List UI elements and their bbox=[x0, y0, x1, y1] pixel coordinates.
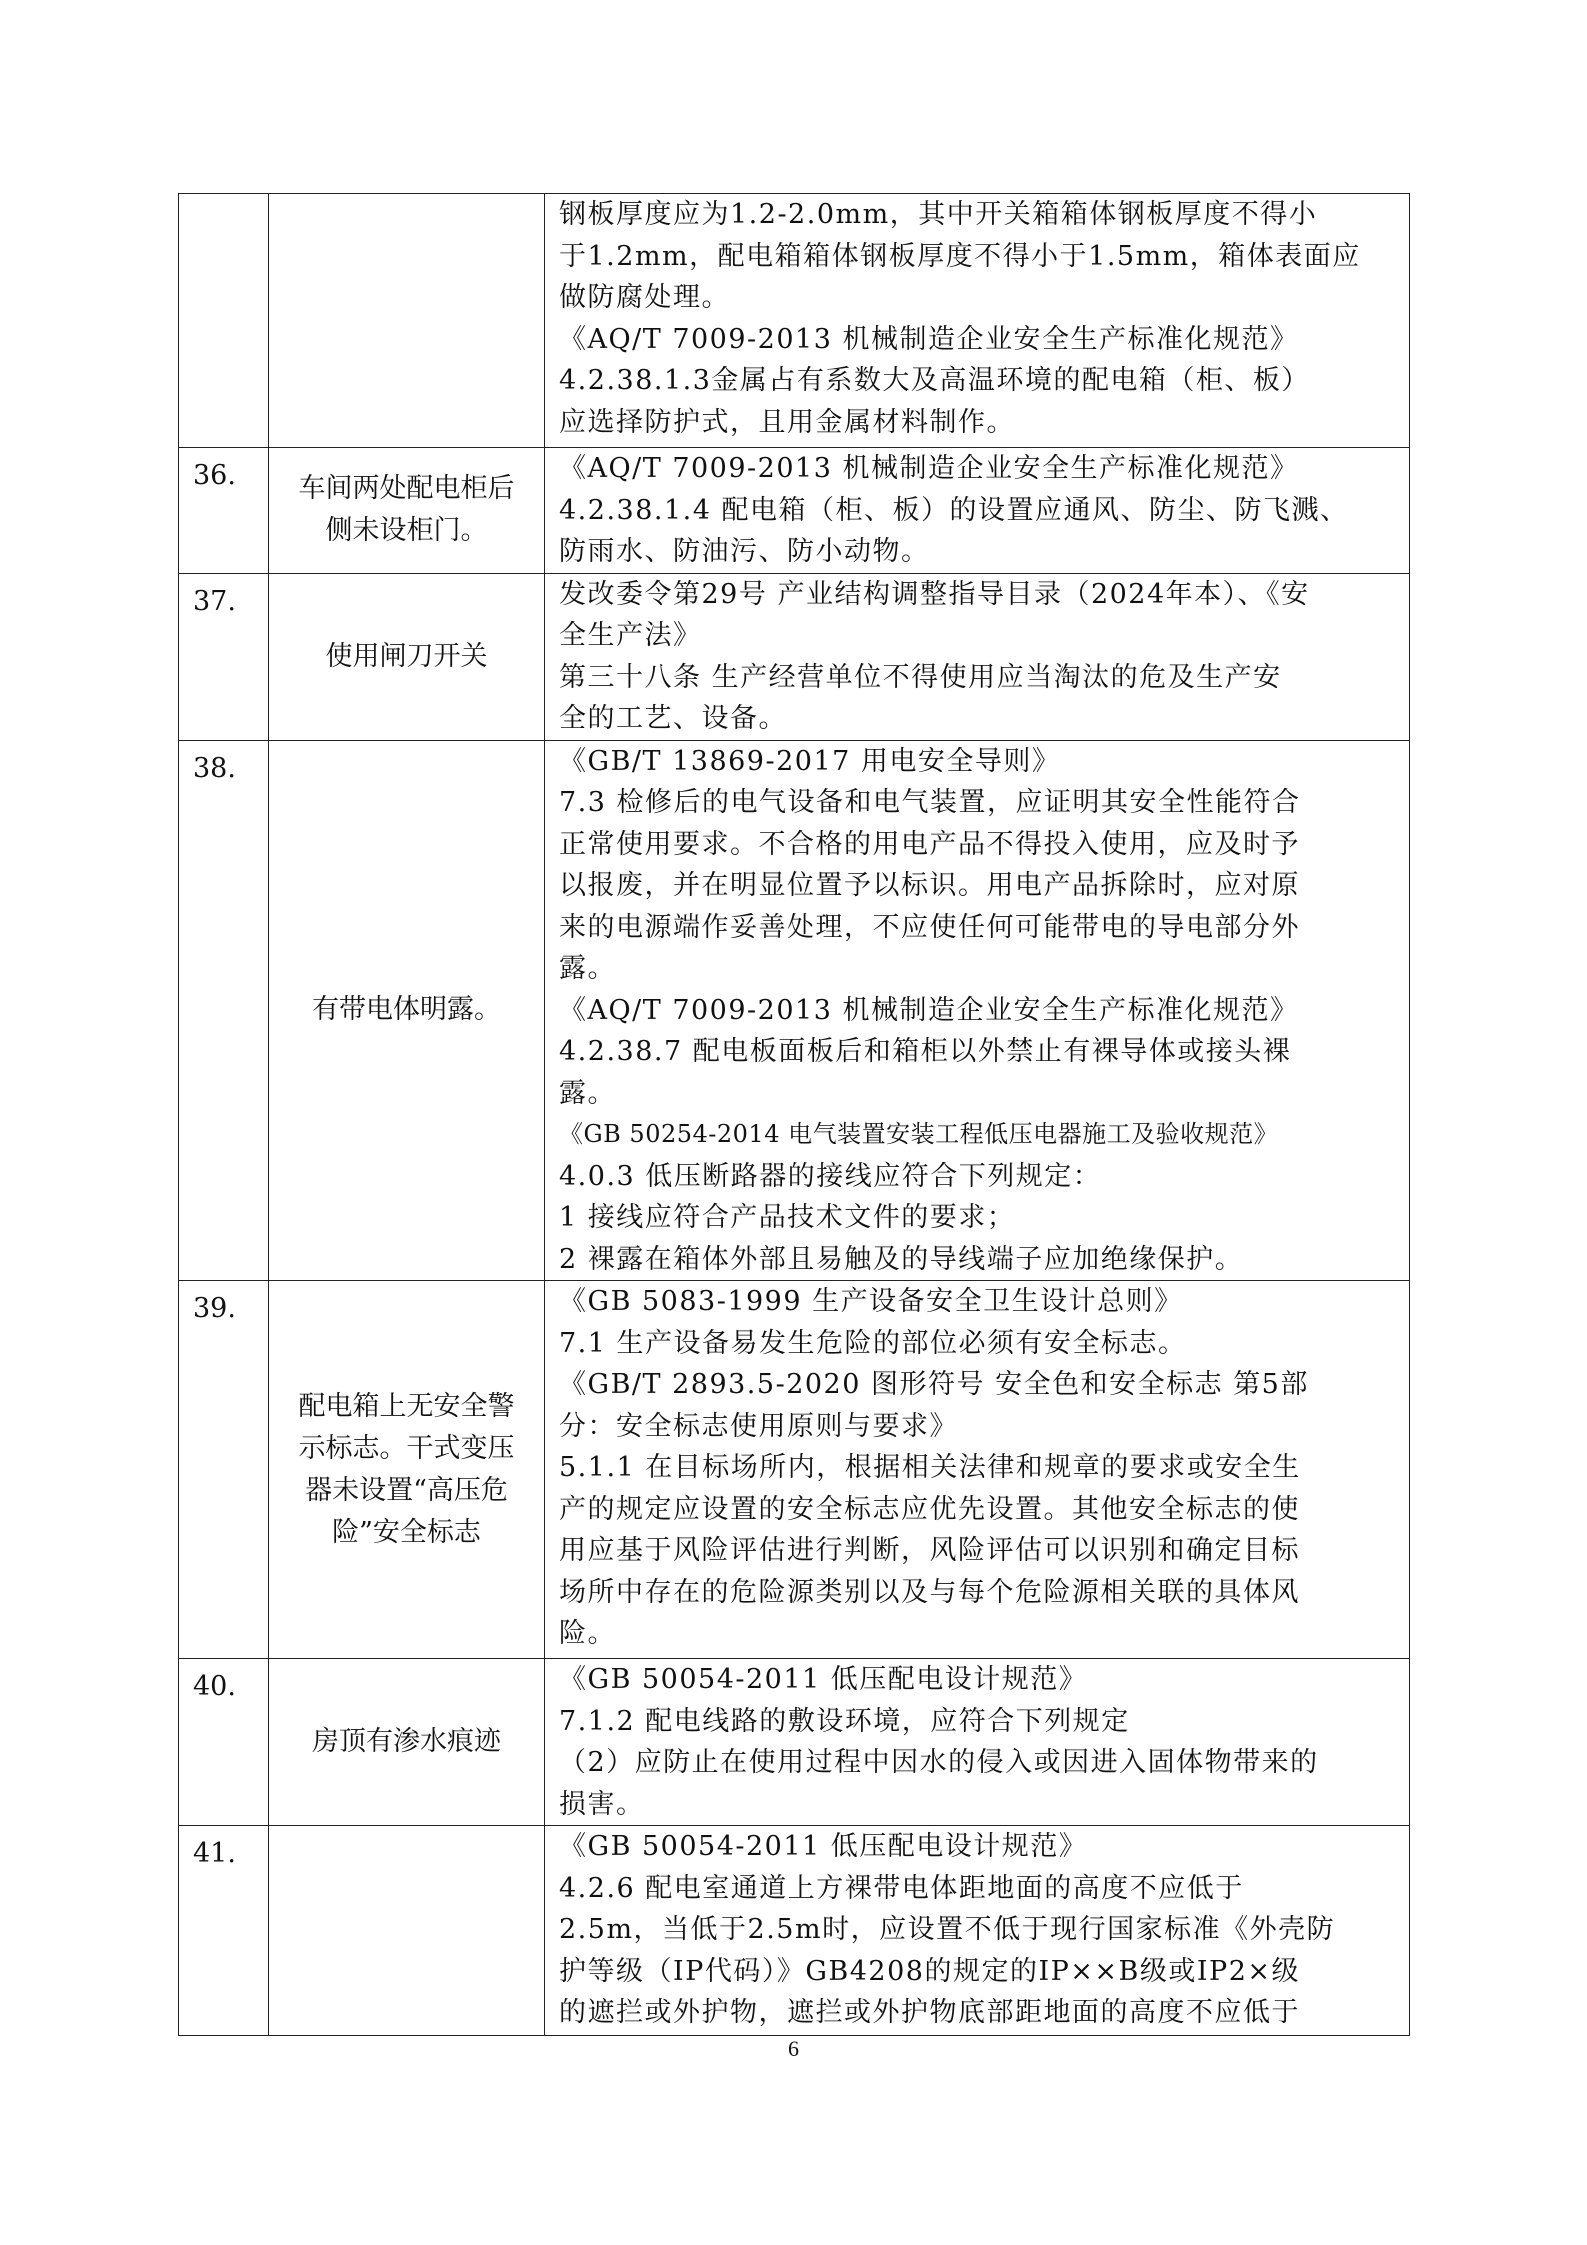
basis-line: 护等级（IP代码）》GB4208的规定的IP××B级或IP2×级 bbox=[559, 1955, 1301, 1987]
page-number: 6 bbox=[788, 2036, 799, 2061]
basis-line: 露。 bbox=[559, 953, 616, 984]
basis-line: 2.5m，当低于2.5m时，应设置不低于现行国家标准《外壳防 bbox=[559, 1914, 1336, 1945]
row-number: 41. bbox=[179, 1826, 269, 2036]
row-number: 38. bbox=[179, 740, 269, 1281]
table-row bbox=[179, 573, 1410, 740]
basis-line: 《AQ/T 7009-2013 机械制造企业安全生产标准化规范》 bbox=[559, 453, 1299, 484]
basis-line: 来的电源端作妥善处理，不应使任何可能带电的导电部分外 bbox=[559, 911, 1300, 943]
basis-line: 7.1.2 配电线路的敷设环境，应符合下列规定 bbox=[559, 1705, 1130, 1737]
issue-description: 车间两处配电柜后侧未设柜门。 bbox=[269, 448, 545, 574]
basis-line: 《GB/T 13869-2017 用电安全导则》 bbox=[559, 745, 1061, 777]
basis-line: 以报废，并在明显位置予以标识。用电产品拆除时，应对原 bbox=[559, 870, 1300, 901]
row-number: 36. bbox=[179, 448, 269, 574]
basis-line: 《GB/T 2893.5-2020 图形符号 安全色和安全标志 第5部 bbox=[559, 1369, 1309, 1400]
basis-line: 于1.2mm，配电箱箱体钢板厚度不得小于1.5mm，箱体表面应 bbox=[559, 240, 1361, 272]
table-row bbox=[179, 1659, 1410, 1826]
basis-line: 分：安全标志使用原则与要求》 bbox=[559, 1410, 958, 1442]
regulation-basis bbox=[545, 573, 1410, 740]
regulation-basis bbox=[545, 1826, 1410, 2036]
table-row bbox=[179, 740, 1410, 1281]
issue-description: 使用闸刀开关 bbox=[269, 573, 545, 740]
basis-line: 正常使用要求。不合格的用电产品不得投入使用，应及时予 bbox=[559, 828, 1300, 860]
basis-line: 应选择防护式，且用金属材料制作。 bbox=[559, 406, 1015, 438]
basis-line: 发改委令第29号 产业结构调整指导目录（2024年本）、《安 bbox=[559, 578, 1310, 610]
basis-line: 用应基于风险评估进行判断，风险评估可以识别和确定目标 bbox=[559, 1535, 1300, 1566]
row-number: 39. bbox=[179, 1281, 269, 1659]
table-row bbox=[179, 194, 1410, 448]
basis-line: 2 裸露在箱体外部且易触及的导线端子应加绝缘保护。 bbox=[559, 1243, 1244, 1275]
basis-line: 4.2.38.1.3金属占有系数大及高温环境的配电箱（柜、板） bbox=[559, 365, 1310, 396]
hazard-table-body bbox=[179, 194, 1410, 2036]
issue-description: 有带电体明露。 bbox=[269, 740, 545, 1281]
regulation-basis bbox=[545, 1659, 1410, 1826]
basis-line: 全生产法》 bbox=[559, 620, 702, 651]
basis-line: 第三十八条 生产经营单位不得使用应当淘汰的危及生产安 bbox=[559, 661, 1282, 693]
basis-line: （2）应防止在使用过程中因水的侵入或因进入固体物带来的 bbox=[559, 1747, 1319, 1778]
basis-line: 产的规定应设置的安全标志应优先设置。其他安全标志的使 bbox=[559, 1493, 1300, 1525]
regulation-basis bbox=[545, 194, 1410, 448]
basis-line: 7.1 生产设备易发生危险的部位必须有安全标志。 bbox=[559, 1327, 1187, 1359]
regulation-basis bbox=[545, 740, 1410, 1281]
basis-line: 4.2.38.1.4 配电箱（柜、板）的设置应通风、防尘、防飞溅、 bbox=[559, 494, 1349, 526]
row-number: 37. bbox=[179, 573, 269, 740]
basis-line: 《GB 50054-2011 低压配电设计规范》 bbox=[559, 1664, 1088, 1695]
row-number bbox=[179, 194, 269, 448]
hazard-table bbox=[178, 193, 1410, 2036]
basis-line: 的遮拦或外护物，遮拦或外护物底部距地面的高度不应低于 bbox=[559, 1997, 1300, 2028]
basis-line: 《GB 50254-2014 电气装置安装工程低压电器施工及验收规范》 bbox=[559, 1120, 1279, 1148]
basis-line: 做防腐处理。 bbox=[559, 282, 730, 313]
issue-description bbox=[269, 1826, 545, 2036]
basis-line: 露。 bbox=[559, 1077, 616, 1109]
issue-description bbox=[269, 194, 545, 448]
basis-line: 防雨水、防油污、防小动物。 bbox=[559, 536, 930, 567]
basis-line: 4.2.6 配电室通道上方裸带电体距地面的高度不应低于 bbox=[559, 1872, 1244, 1904]
basis-line: 险。 bbox=[559, 1618, 616, 1649]
issue-description: 房顶有渗水痕迹 bbox=[269, 1659, 545, 1826]
table-row bbox=[179, 1826, 1410, 2036]
regulation-basis bbox=[545, 448, 1410, 574]
basis-line: 场所中存在的危险源类别以及与每个危险源相关联的具体风 bbox=[559, 1576, 1300, 1608]
basis-line: 5.1.1 在目标场所内，根据相关法律和规章的要求或安全生 bbox=[559, 1452, 1301, 1483]
basis-line: 钢板厚度应为1.2-2.0mm，其中开关箱箱体钢板厚度不得小 bbox=[559, 199, 1318, 230]
basis-line: 《AQ/T 7009-2013 机械制造企业安全生产标准化规范》 bbox=[559, 994, 1299, 1026]
basis-line: 《GB 5083-1999 生产设备安全卫生设计总则》 bbox=[559, 1286, 1183, 1317]
basis-line: 全的工艺、设备。 bbox=[559, 703, 787, 734]
basis-line: 7.3 检修后的电气设备和电气装置，应证明其安全性能符合 bbox=[559, 787, 1301, 818]
table-row bbox=[179, 1281, 1410, 1659]
issue-description: 配电箱上无安全警示标志。干式变压器未设置“高压危险”安全标志 bbox=[269, 1281, 545, 1659]
basis-line: 损害。 bbox=[559, 1788, 645, 1820]
basis-line: 4.0.3 低压断路器的接线应符合下列规定： bbox=[559, 1160, 1102, 1192]
regulation-basis bbox=[545, 1281, 1410, 1659]
basis-line: 《AQ/T 7009-2013 机械制造企业安全生产标准化规范》 bbox=[559, 323, 1299, 355]
row-number: 40. bbox=[179, 1659, 269, 1826]
basis-line: 《GB 50054-2011 低压配电设计规范》 bbox=[559, 1831, 1088, 1862]
basis-line: 4.2.38.7 配电板面板后和箱柜以外禁止有裸导体或接头裸 bbox=[559, 1036, 1292, 1067]
table-row bbox=[179, 448, 1410, 574]
basis-line: 1 接线应符合产品技术文件的要求； bbox=[559, 1202, 1016, 1233]
